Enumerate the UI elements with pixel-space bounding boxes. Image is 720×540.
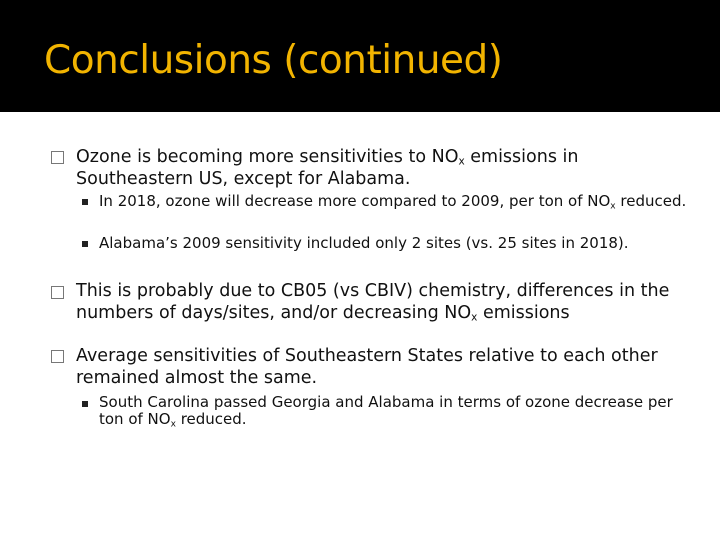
title-bar <box>0 0 720 112</box>
bullet-1-sub-1: In 2018, ozone will decrease more compared to 2009, per ton of $NO_x$ reduced. <box>99 192 687 212</box>
bullet-3: Average sensitivities of Southeastern States relative to each other remained almost the same. <box>76 346 658 388</box>
bullet-2: This is probably due to CB05 (vs CBIV) chemistry, differences in the numbers of days/sites, and/or decreasing $NO_x$ emissions <box>76 281 670 324</box>
bullet-1-sub-2: Alabama’s 2009 sensitivity included only 2 sites (vs. 25 sites in 2018). <box>99 234 629 252</box>
sub-bullet-icon <box>82 241 88 247</box>
sub-bullet-icon <box>82 199 88 205</box>
slide-title: Conclusions (continued) <box>44 38 503 83</box>
square-bullet-icon <box>51 286 64 299</box>
bullet-3-sub-1: South Carolina passed Georgia and Alabama in terms of ozone decrease per ton of $NO_x$ reduced. <box>99 393 673 430</box>
sub-bullet-icon <box>82 401 88 407</box>
square-bullet-icon <box>51 151 64 164</box>
square-bullet-icon <box>51 350 64 363</box>
bullet-1: Ozone is becoming more sensitivities to $NO_x$ emissions in Southeastern US, except for Alabama. <box>76 147 579 189</box>
